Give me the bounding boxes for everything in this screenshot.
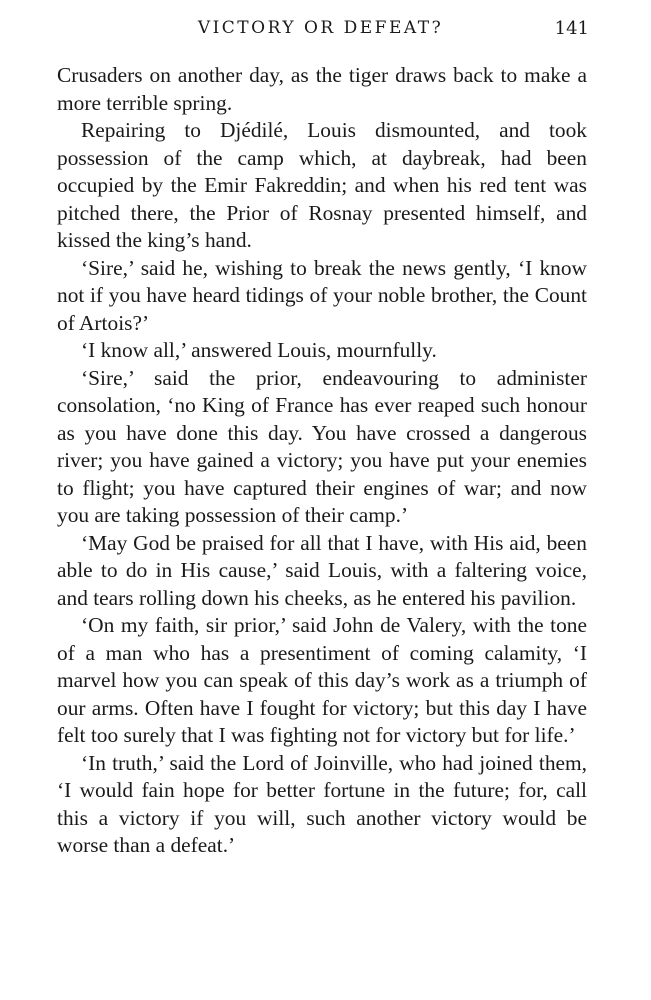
page-number: 141 <box>554 18 589 39</box>
page-header <box>52 18 589 46</box>
paragraph: Repairing to Djédilé, Louis dismounted, and took possession of the camp which, at daybreak, had been occupied by the Emir Fakreddin; and when his red tent was pitched there, the Prior of Rosnay presented himself, and kissed the king’s hand. <box>57 118 587 252</box>
body-text <box>57 62 587 860</box>
paragraph: ‘Sire,’ said the prior, endeavouring to administer consolation, ‘no King of France has ever reaped such honour as you have done this day. You have crossed a dangerous river; you have gained a victory; you have put your enemies to flight; you have captured their engines of war; and now you are taking possession of their camp.’ <box>57 365 587 527</box>
paragraph-continuation: Crusaders on another day, as the tiger draws back to make a more terrible spring. <box>57 63 587 115</box>
running-title: VICTORY OR DEFEAT? <box>197 18 444 38</box>
paragraph: ‘May God be praised for all that I have, with His aid, been able to do in His cause,’ said Louis, with a faltering voice, and tears rolling down his cheeks, as he entered his pavilion. <box>57 530 587 610</box>
paragraph: ‘On my faith, sir prior,’ said John de Valery, with the tone of a man who has a presentiment of coming calamity, ‘I marvel how you can speak of this day’s work as a triumph of our arms. Often have I fought for victory; but this day I have felt too surely that I was fighting not for victory but for life.’ <box>57 613 587 747</box>
paragraph: ‘I know all,’ answered Louis, mournfully. <box>81 338 437 362</box>
paragraph: ‘Sire,’ said he, wishing to break the news gently, ‘I know not if you have heard tidings of your noble brother, the Count of Artois?’ <box>57 255 587 335</box>
paragraph: ‘In truth,’ said the Lord of Joinville, who had joined them, ‘I would fain hope for better fortune in the future; for, call this a victory if you will, such another victory would be worse than a defeat.’ <box>57 750 587 857</box>
